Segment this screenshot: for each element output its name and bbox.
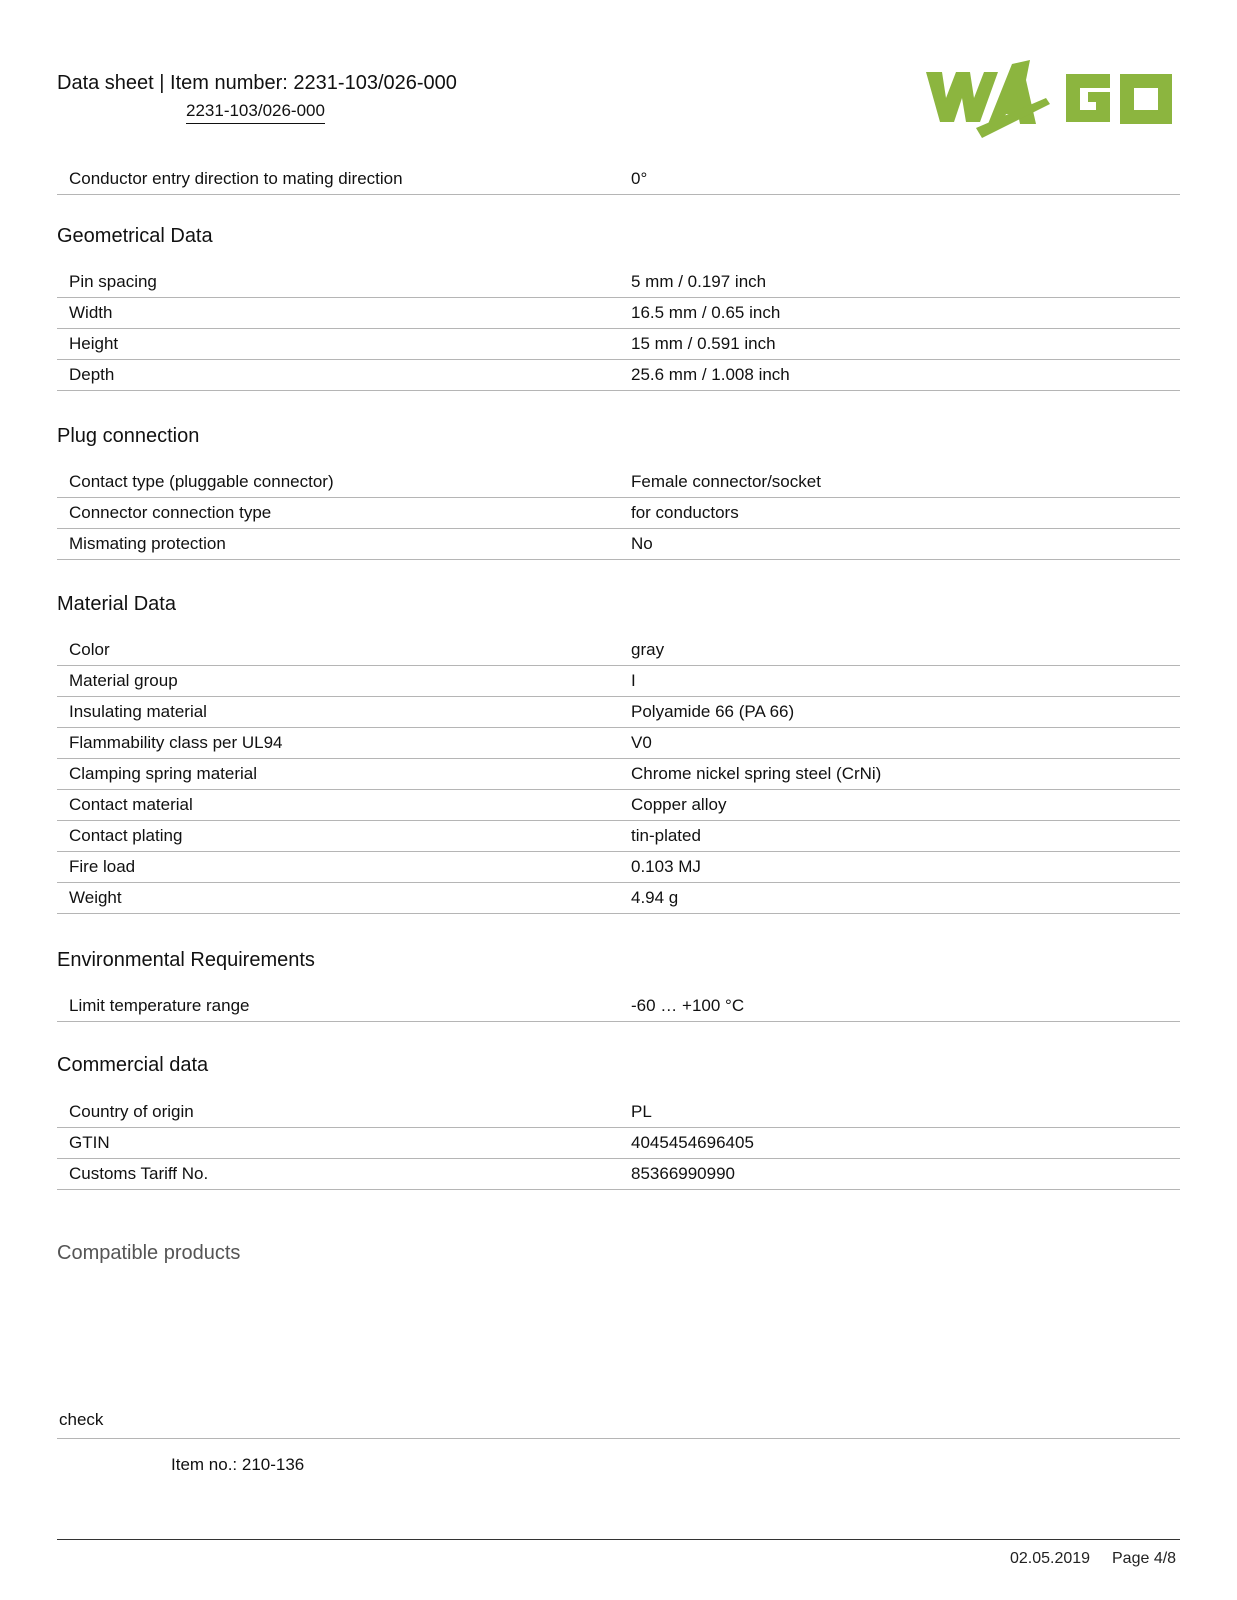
spec-value: 85366990990 bbox=[631, 1164, 736, 1183]
spec-row bbox=[57, 1127, 1180, 1159]
spec-value: 16.5 mm / 0.65 inch bbox=[631, 303, 781, 322]
spec-label: Connector connection type bbox=[69, 503, 272, 522]
spec-row bbox=[57, 665, 1180, 697]
spec-row bbox=[57, 696, 1180, 728]
spec-value: 4045454696405 bbox=[631, 1133, 754, 1152]
spec-row bbox=[57, 789, 1180, 821]
spec-label: Depth bbox=[69, 365, 115, 384]
spec-row bbox=[57, 1096, 1180, 1128]
spec-label: Material group bbox=[69, 671, 178, 690]
spec-row bbox=[57, 990, 1180, 1022]
spec-label: Conductor entry direction to mating direction bbox=[69, 169, 403, 188]
spec-row bbox=[57, 297, 1180, 329]
compatible-item-number[interactable]: Item no.: 210-136 bbox=[171, 1455, 305, 1474]
spec-row bbox=[57, 466, 1180, 498]
spec-value: -60 … +100 °C bbox=[631, 996, 745, 1015]
item-number-link[interactable]: 2231-103/026-000 bbox=[186, 101, 325, 124]
spec-row bbox=[57, 634, 1180, 666]
spec-label: Width bbox=[69, 303, 113, 322]
spec-value: I bbox=[631, 671, 636, 690]
page-title: Data sheet | Item number: 2231-103/026-000 bbox=[57, 72, 457, 94]
spec-row bbox=[57, 528, 1180, 560]
spec-value: 4.94 g bbox=[631, 888, 679, 907]
spec-label: Height bbox=[69, 334, 119, 353]
spec-value: Female connector/socket bbox=[631, 472, 821, 491]
spec-value: PL bbox=[631, 1102, 652, 1121]
spec-row bbox=[57, 820, 1180, 852]
spec-label: Fire load bbox=[69, 857, 136, 876]
wago-logo-icon bbox=[926, 58, 1182, 142]
spec-value: No bbox=[631, 534, 653, 553]
spec-row bbox=[57, 882, 1180, 914]
spec-label: Insulating material bbox=[69, 702, 207, 721]
spec-row bbox=[57, 497, 1180, 529]
spec-label: Flammability class per UL94 bbox=[69, 733, 283, 752]
spec-label: Pin spacing bbox=[69, 272, 157, 291]
spec-label: Clamping spring material bbox=[69, 764, 258, 783]
spec-label: Contact material bbox=[69, 795, 193, 814]
spec-label: Contact plating bbox=[69, 826, 183, 845]
section-title-environmental: Environmental Requirements bbox=[57, 949, 315, 971]
spec-row bbox=[57, 328, 1180, 360]
spec-row bbox=[57, 758, 1180, 790]
spec-row bbox=[57, 1158, 1180, 1190]
spec-label: Country of origin bbox=[69, 1102, 194, 1121]
section-title-commercial: Commercial data bbox=[57, 1054, 209, 1076]
section-title-plug: Plug connection bbox=[57, 425, 200, 447]
divider bbox=[57, 1438, 1180, 1439]
spec-value: Chrome nickel spring steel (CrNi) bbox=[631, 764, 882, 783]
section-title-material: Material Data bbox=[57, 593, 176, 615]
spec-label: Weight bbox=[69, 888, 122, 907]
spec-row bbox=[57, 359, 1180, 391]
footer-divider bbox=[57, 1539, 1180, 1540]
spec-row bbox=[57, 727, 1180, 759]
spec-label: Customs Tariff No. bbox=[69, 1164, 209, 1183]
spec-value: 0° bbox=[631, 169, 648, 188]
spec-value: 25.6 mm / 1.008 inch bbox=[631, 365, 790, 384]
spec-value: Polyamide 66 (PA 66) bbox=[631, 702, 795, 721]
spec-value: 15 mm / 0.591 inch bbox=[631, 334, 776, 353]
spec-row bbox=[57, 266, 1180, 298]
spec-value: V0 bbox=[631, 733, 652, 752]
spec-value: tin-plated bbox=[631, 826, 701, 845]
spec-value: Copper alloy bbox=[631, 795, 727, 814]
section-title-compatible: Compatible products bbox=[57, 1242, 241, 1264]
footer-date: 02.05.2019 bbox=[1010, 1550, 1091, 1567]
spec-row bbox=[57, 851, 1180, 883]
spec-value: gray bbox=[631, 640, 665, 659]
section-title-geometrical: Geometrical Data bbox=[57, 225, 213, 247]
spec-label: Mismating protection bbox=[69, 534, 226, 553]
spec-value: 5 mm / 0.197 inch bbox=[631, 272, 767, 291]
footer-page-number: Page 4/8 bbox=[1112, 1550, 1177, 1567]
spec-label: GTIN bbox=[69, 1133, 110, 1152]
spec-value: for conductors bbox=[631, 503, 739, 522]
compatible-group-label: check bbox=[59, 1410, 104, 1429]
spec-label: Contact type (pluggable connector) bbox=[69, 472, 334, 491]
spec-label: Color bbox=[69, 640, 110, 659]
spec-label: Limit temperature range bbox=[69, 996, 250, 1015]
spec-row bbox=[57, 163, 1180, 195]
spec-value: 0.103 MJ bbox=[631, 857, 701, 876]
